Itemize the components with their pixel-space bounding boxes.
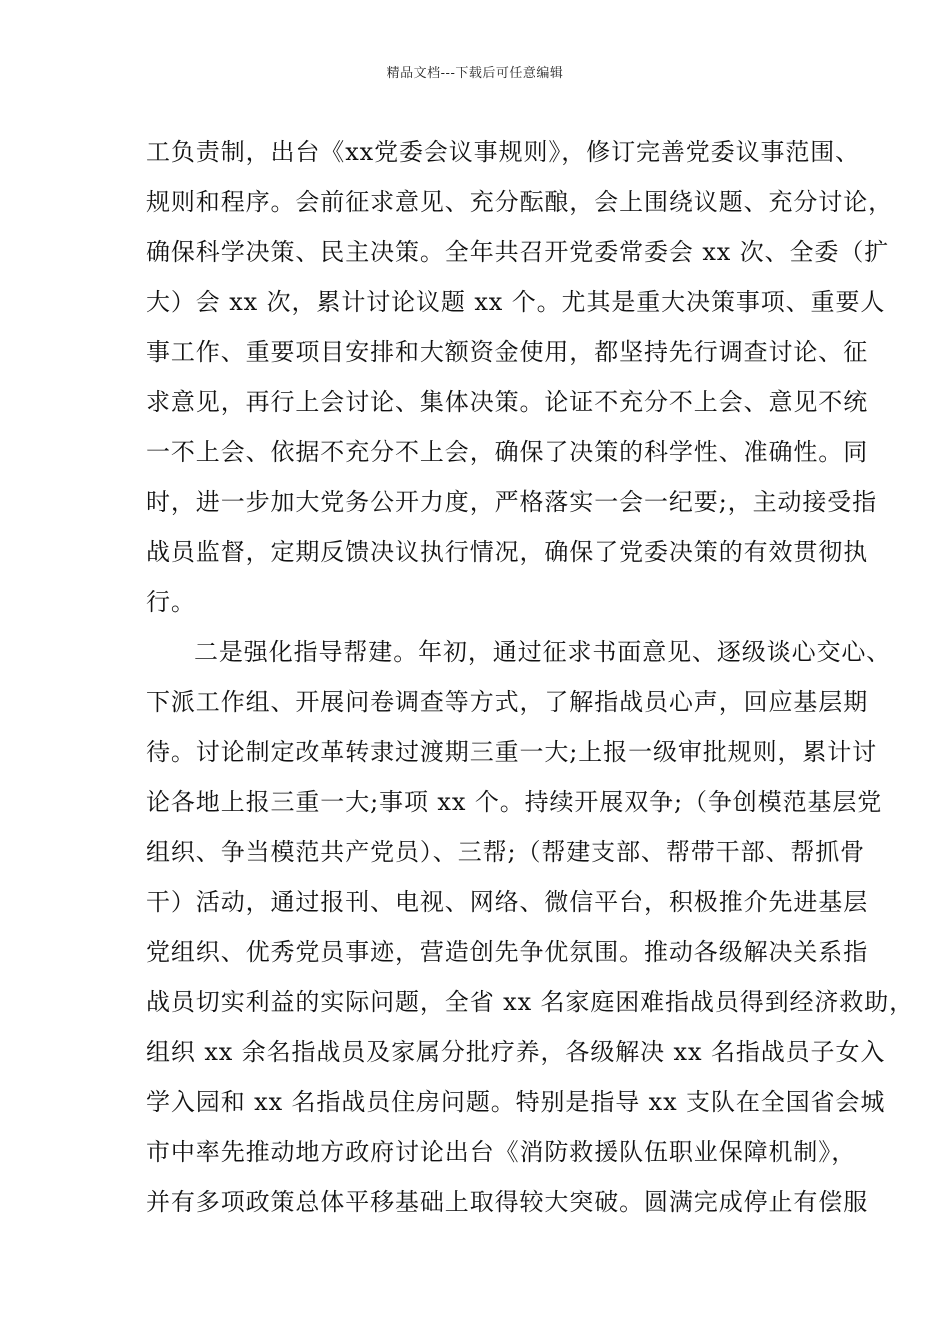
text-line: 党组织、优秀党员事迹，营造创先争优氛围。推动各级解决关系指 [146,938,869,966]
text-line: 规则和程序。会前征求意见、充分酝酿，会上围绕议题、充分讨论， [146,188,893,216]
page-header: 精品文档---下载后可任意编辑 [386,66,564,81]
text-line: 行。 [146,588,196,616]
text-line: 时，进一步加大党务公开力度，严格落实一会一纪要;，主动接受指 [146,488,878,516]
text-line: 组织 xx 余名指战员及家属分批疗养，各级解决 xx 名指战员子女入 [146,1038,886,1066]
text-line: 论各地上报三重一大;事项 xx 个。持续开展双争;（争创模范基层党 [146,788,883,816]
text-line: 一不上会、依据不充分不上会，确保了决策的科学性、准确性。同 [146,438,869,466]
text-line: 二是强化指导帮建。年初，通过征求书面意见、逐级谈心交心、 [194,638,892,666]
text-line: 求意见，再行上会讨论、集体决策。论证不充分不上会、意见不统 [146,388,869,416]
text-line: 事工作、重要项目安排和大额资金使用，都坚持先行调查讨论、征 [146,338,869,366]
text-line: 并有多项政策总体平移基础上取得较大突破。圆满完成停止有偿服 [146,1188,869,1216]
text-line: 工负责制，出台《xx党委会议事规则》，修订完善党委议事范围、 [146,138,861,166]
paragraph-1 [146,132,893,632]
text-line: 确保科学决策、民主决策。全年共召开党委常委会 xx 次、全委（扩 [146,238,890,266]
text-line: 战员监督，定期反馈决议执行情况，确保了党委决策的有效贯彻执 [146,538,869,566]
document-body [146,132,915,1232]
paragraph-2 [146,632,915,1232]
text-line: 大）会 xx 次，累计讨论议题 xx 个。尤其是重大决策事项、重要人 [146,288,886,316]
text-line: 战员切实利益的实际问题，全省 xx 名家庭困难指战员得到经济救助， [146,988,915,1016]
text-line: 待。讨论制定改革转隶过渡期三重一大;上报一级审批规则，累计讨 [146,738,878,766]
text-line: 干）活动，通过报刊、电视、网络、微信平台，积极推介先进基层 [146,888,869,916]
text-line: 市中率先推动地方政府讨论出台《消防救援队伍职业保障机制》， [146,1138,857,1166]
text-line: 组织、争当模范共产党员）、三帮;（帮建支部、帮带干部、帮抓骨 [146,838,866,866]
text-line: 学入园和 xx 名指战员住房问题。特别是指导 xx 支队在全国省会城 [146,1088,886,1116]
text-line: 下派工作组、开展问卷调查等方式，了解指战员心声，回应基层期 [146,688,869,716]
